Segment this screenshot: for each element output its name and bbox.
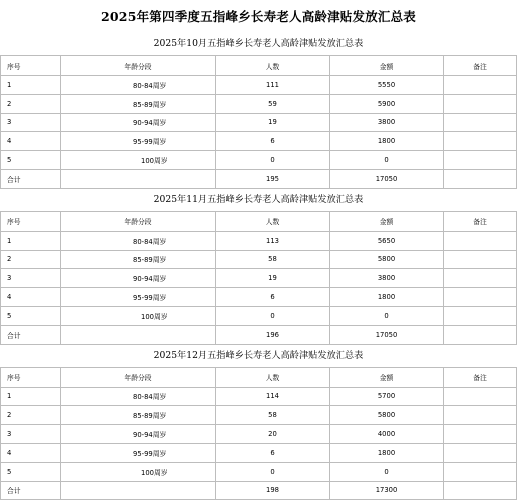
cell-age: 100周岁 bbox=[61, 462, 216, 481]
cell-note bbox=[444, 288, 517, 307]
cell-amount: 5550 bbox=[330, 76, 444, 95]
cell-amount: 5650 bbox=[330, 231, 444, 250]
cell-note bbox=[444, 387, 517, 406]
total-note-empty bbox=[444, 325, 517, 344]
table-row bbox=[1, 406, 517, 425]
table-header-row bbox=[1, 56, 517, 76]
cell-age: 85-89周岁 bbox=[61, 94, 216, 113]
total-label: 合计 bbox=[1, 325, 61, 344]
cell-count: 114 bbox=[216, 387, 330, 406]
cell-count: 19 bbox=[216, 269, 330, 288]
total-label: 合计 bbox=[1, 481, 61, 500]
header-count: 人数 bbox=[216, 367, 330, 387]
table-row bbox=[1, 113, 517, 132]
cell-note bbox=[444, 425, 517, 444]
cell-no: 1 bbox=[1, 387, 61, 406]
cell-no: 1 bbox=[1, 231, 61, 250]
cell-note bbox=[444, 462, 517, 481]
header-no: 序号 bbox=[1, 367, 61, 387]
table-row bbox=[1, 443, 517, 462]
cell-no: 3 bbox=[1, 425, 61, 444]
cell-age: 95-99周岁 bbox=[61, 132, 216, 151]
table-total-row bbox=[1, 325, 517, 344]
table-row bbox=[1, 269, 517, 288]
cell-no: 2 bbox=[1, 406, 61, 425]
total-label: 合计 bbox=[1, 169, 61, 188]
total-count: 195 bbox=[216, 169, 330, 188]
allowance-table-november bbox=[0, 211, 517, 345]
table-row bbox=[1, 231, 517, 250]
header-note: 备注 bbox=[444, 211, 517, 231]
cell-no: 4 bbox=[1, 132, 61, 151]
section-title-november: 2025年11月五指峰乡长寿老人高龄津贴发放汇总表 bbox=[153, 193, 364, 205]
total-age-empty bbox=[61, 169, 216, 188]
cell-no: 5 bbox=[1, 306, 61, 325]
cell-age: 100周岁 bbox=[61, 151, 216, 170]
cell-no: 4 bbox=[1, 443, 61, 462]
table-header-row bbox=[1, 367, 517, 387]
cell-count: 58 bbox=[216, 406, 330, 425]
header-age: 年龄分段 bbox=[61, 367, 216, 387]
section-title-december: 2025年12月五指峰乡长寿老人高龄津贴发放汇总表 bbox=[153, 349, 364, 361]
table-row bbox=[1, 94, 517, 113]
cell-amount: 3800 bbox=[330, 269, 444, 288]
cell-age: 90-94周岁 bbox=[61, 269, 216, 288]
header-note: 备注 bbox=[444, 367, 517, 387]
cell-amount: 5900 bbox=[330, 94, 444, 113]
cell-note bbox=[444, 132, 517, 151]
section-title-october: 2025年10月五指峰乡长寿老人高龄津贴发放汇总表 bbox=[153, 38, 364, 49]
table-row bbox=[1, 387, 517, 406]
cell-count: 113 bbox=[216, 231, 330, 250]
header-amount: 金额 bbox=[330, 367, 444, 387]
cell-amount: 1800 bbox=[330, 132, 444, 151]
header-no: 序号 bbox=[1, 56, 61, 76]
table-row bbox=[1, 250, 517, 269]
cell-count: 59 bbox=[216, 94, 330, 113]
cell-count: 6 bbox=[216, 288, 330, 307]
table-row bbox=[1, 306, 517, 325]
cell-amount: 4000 bbox=[330, 425, 444, 444]
cell-count: 58 bbox=[216, 250, 330, 269]
table-row bbox=[1, 425, 517, 444]
total-note-empty bbox=[444, 481, 517, 500]
cell-note bbox=[444, 94, 517, 113]
table-total-row bbox=[1, 481, 517, 500]
cell-note bbox=[444, 231, 517, 250]
table-row bbox=[1, 462, 517, 481]
header-age: 年龄分段 bbox=[61, 211, 216, 231]
cell-no: 2 bbox=[1, 94, 61, 113]
cell-no: 4 bbox=[1, 288, 61, 307]
total-count: 198 bbox=[216, 481, 330, 500]
cell-amount: 3800 bbox=[330, 113, 444, 132]
cell-no: 5 bbox=[1, 151, 61, 170]
cell-age: 80-84周岁 bbox=[61, 387, 216, 406]
total-amount: 17300 bbox=[330, 481, 444, 500]
cell-note bbox=[444, 151, 517, 170]
header-age: 年龄分段 bbox=[61, 56, 216, 76]
cell-amount: 0 bbox=[330, 151, 444, 170]
header-no: 序号 bbox=[1, 211, 61, 231]
cell-note bbox=[444, 306, 517, 325]
cell-age: 100周岁 bbox=[61, 306, 216, 325]
cell-age: 90-94周岁 bbox=[61, 425, 216, 444]
cell-count: 0 bbox=[216, 462, 330, 481]
cell-no: 2 bbox=[1, 250, 61, 269]
header-count: 人数 bbox=[216, 56, 330, 76]
table-total-row bbox=[1, 169, 517, 188]
cell-note bbox=[444, 250, 517, 269]
total-amount: 17050 bbox=[330, 325, 444, 344]
cell-amount: 0 bbox=[330, 462, 444, 481]
cell-amount: 5800 bbox=[330, 406, 444, 425]
table-row bbox=[1, 288, 517, 307]
cell-count: 111 bbox=[216, 76, 330, 95]
cell-age: 95-99周岁 bbox=[61, 288, 216, 307]
cell-note bbox=[444, 76, 517, 95]
cell-age: 80-84周岁 bbox=[61, 76, 216, 95]
cell-amount: 0 bbox=[330, 306, 444, 325]
allowance-table-december bbox=[0, 367, 517, 500]
table-header-row bbox=[1, 211, 517, 231]
cell-note bbox=[444, 443, 517, 462]
cell-amount: 1800 bbox=[330, 288, 444, 307]
cell-amount: 1800 bbox=[330, 443, 444, 462]
cell-no: 3 bbox=[1, 269, 61, 288]
total-age-empty bbox=[61, 481, 216, 500]
cell-age: 85-89周岁 bbox=[61, 250, 216, 269]
cell-amount: 5800 bbox=[330, 250, 444, 269]
cell-note bbox=[444, 113, 517, 132]
cell-count: 6 bbox=[216, 443, 330, 462]
cell-count: 20 bbox=[216, 425, 330, 444]
cell-note bbox=[444, 406, 517, 425]
table-row bbox=[1, 132, 517, 151]
table-row bbox=[1, 76, 517, 95]
allowance-table-october bbox=[0, 55, 517, 189]
total-age-empty bbox=[61, 325, 216, 344]
table-row bbox=[1, 151, 517, 170]
document-title: 2025年第四季度五指峰乡长寿老人高龄津贴发放汇总表 bbox=[101, 9, 416, 24]
cell-no: 3 bbox=[1, 113, 61, 132]
header-count: 人数 bbox=[216, 211, 330, 231]
cell-age: 85-89周岁 bbox=[61, 406, 216, 425]
cell-count: 0 bbox=[216, 151, 330, 170]
cell-age: 80-84周岁 bbox=[61, 231, 216, 250]
total-amount: 17050 bbox=[330, 169, 444, 188]
cell-note bbox=[444, 269, 517, 288]
total-count: 196 bbox=[216, 325, 330, 344]
cell-no: 1 bbox=[1, 76, 61, 95]
header-note: 备注 bbox=[444, 56, 517, 76]
cell-count: 19 bbox=[216, 113, 330, 132]
total-note-empty bbox=[444, 169, 517, 188]
cell-count: 0 bbox=[216, 306, 330, 325]
cell-amount: 5700 bbox=[330, 387, 444, 406]
header-amount: 金额 bbox=[330, 211, 444, 231]
cell-no: 5 bbox=[1, 462, 61, 481]
cell-age: 90-94周岁 bbox=[61, 113, 216, 132]
header-amount: 金额 bbox=[330, 56, 444, 76]
cell-age: 95-99周岁 bbox=[61, 443, 216, 462]
cell-count: 6 bbox=[216, 132, 330, 151]
